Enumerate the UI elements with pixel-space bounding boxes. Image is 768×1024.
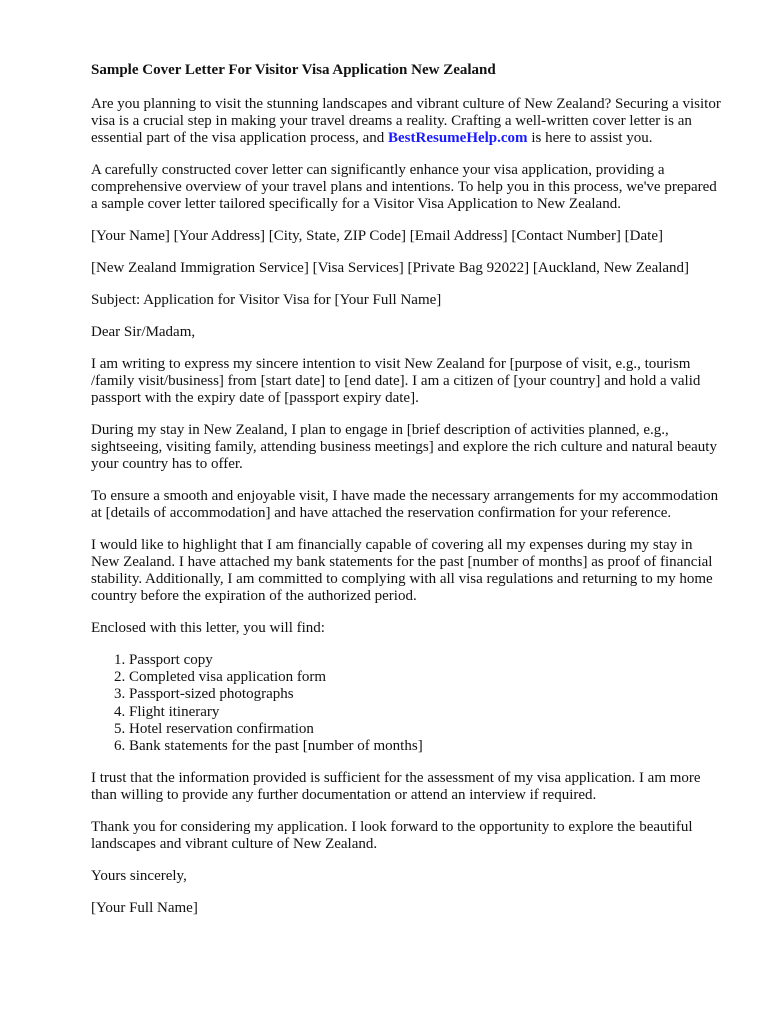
body-paragraph: I am writing to express my sincere intention to visit New Zealand for [purpose of visit, e.g., tourism /family visit/business] from [start date] to [end date]. I am a citizen of [your country] and hold a valid passport with the expiry date of [passport expiry date].	[91, 356, 701, 406]
closing-paragraph: I trust that the information provided is sufficient for the assessment of my visa application. I am more than willing to provide any further documentation or attend an interview if required.	[91, 770, 701, 804]
list-item: 4. Flight itinerary	[129, 704, 721, 721]
signature-placeholder: [Your Full Name]	[91, 900, 198, 917]
enclosed-intro: Enclosed with this letter, you will find:	[91, 620, 325, 636]
intro-text-end: is here to assist you.	[527, 130, 653, 146]
closing-paragraph: Thank you for considering my application. I look forward to the opportunity to explore the beautiful landscapes and vibrant culture of New Zealand.	[91, 819, 693, 853]
document-title: Sample Cover Letter For Visitor Visa Application New Zealand	[91, 62, 496, 78]
recipient-address-line: [New Zealand Immigration Service] [Visa Services] [Private Bag 92022] [Auckland, New Zealand]	[91, 260, 690, 276]
list-item: 1. Passport copy	[129, 652, 721, 669]
salutation: Dear Sir/Madam,	[91, 324, 196, 340]
intro-paragraph	[91, 96, 721, 147]
list-item: 5. Hotel reservation confirmation	[129, 721, 721, 738]
body-paragraph: During my stay in New Zealand, I plan to engage in [brief description of activities planned, e.g., sightseeing, visiting family, attending business meetings] and explore the rich culture and natural beauty your country has to offer.	[91, 422, 717, 472]
list-item: 3. Passport-sized photographs	[129, 686, 721, 703]
list-item: 2. Completed visa application form	[129, 669, 721, 686]
list-item: 6. Bank statements for the past [number of months]	[129, 738, 721, 755]
enclosure-list	[91, 652, 721, 755]
subject-line: Subject: Application for Visitor Visa for [Your Full Name]	[91, 292, 442, 308]
body-paragraph: To ensure a smooth and enjoyable visit, I have made the necessary arrangements for my accommodation at [details of accommodation] and have attached the reservation confirmation for your reference.	[91, 488, 719, 521]
intro-text: Are you planning to visit the stunning landscapes and vibrant culture of New Zealand? Securing a visitor visa is a crucial step in making your travel dreams a reality. Crafting a well-written cover letter is an essential part of the visa application process, and	[91, 96, 721, 146]
body-paragraph: I would like to highlight that I am financially capable of covering all my expenses during my stay in New Zealand. I have attached my bank statements for the past [number of months] as proof of financial stability. Additionally, I am committed to complying with all visa regulations and returning to my home country before the expiration of the authorized period.	[91, 537, 713, 604]
bestresumehelp-link[interactable]: BestResumeHelp.com	[388, 130, 528, 146]
sign-off: Yours sincerely,	[91, 868, 187, 885]
overview-paragraph: A carefully constructed cover letter can significantly enhance your visa application, providing a comprehensive overview of your travel plans and intentions. To help you in this process, we've prepared a sample cover letter tailored specifically for a Visitor Visa Application to New Zealand.	[91, 162, 717, 212]
document-page	[91, 60, 721, 932]
sender-address-line: [Your Name] [Your Address] [City, State, ZIP Code] [Email Address] [Contact Number] [Date]	[91, 228, 663, 244]
